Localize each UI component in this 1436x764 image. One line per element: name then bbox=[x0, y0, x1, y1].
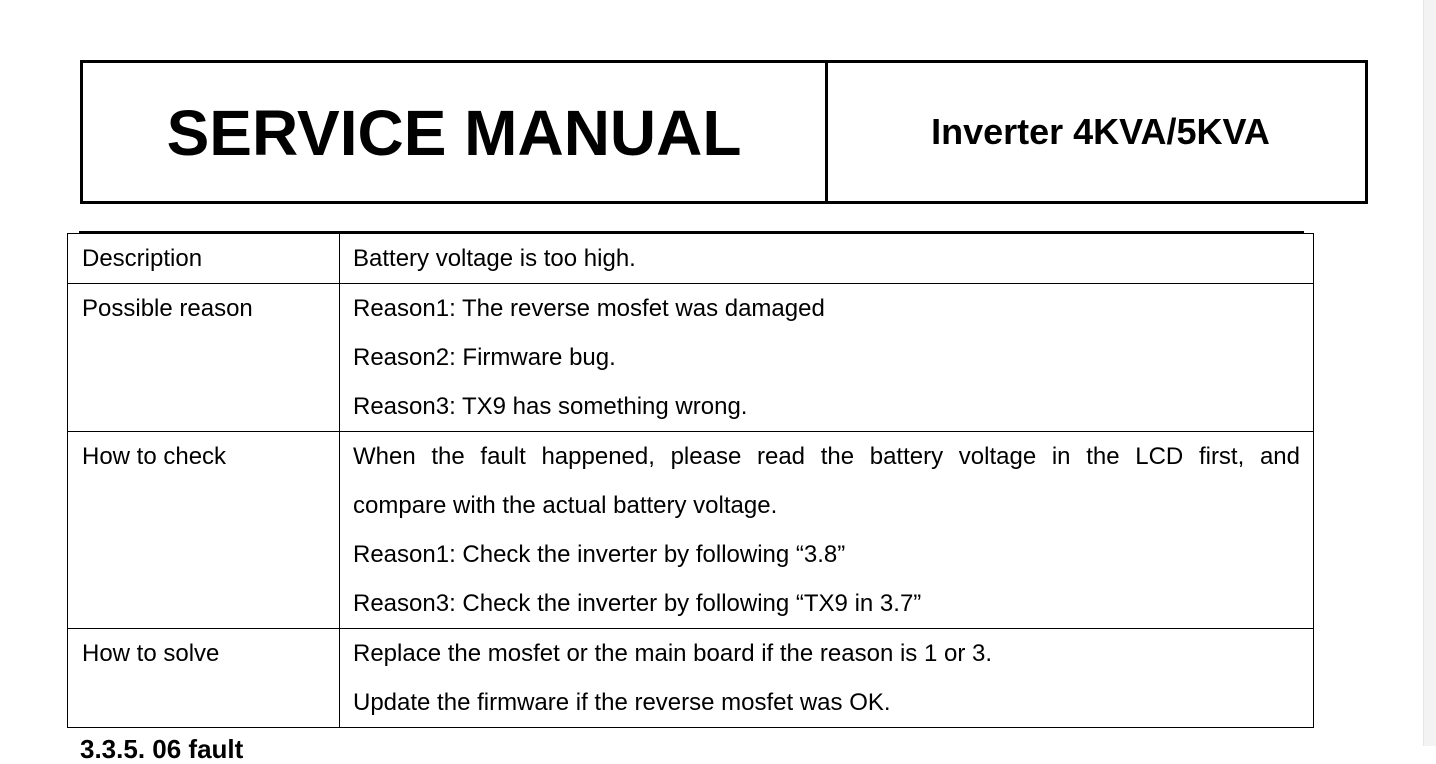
row-text-line: Reason3: TX9 has something wrong. bbox=[353, 393, 748, 420]
table-row-description bbox=[68, 234, 1314, 284]
row-text-line: Reason3: Check the inverter by following “TX9 in 3.7” bbox=[353, 590, 922, 617]
next-section-heading: 3.3.5. 06 fault bbox=[80, 734, 244, 764]
row-text-line: Replace the mosfet or the main board if the reason is 1 or 3. bbox=[353, 640, 993, 667]
header-title-cell bbox=[83, 63, 828, 201]
row-text-line: Battery voltage is too high. bbox=[353, 245, 636, 272]
vertical-scrollbar[interactable] bbox=[1423, 0, 1436, 746]
row-label: How to check bbox=[82, 443, 227, 470]
row-label-cell bbox=[68, 284, 340, 432]
row-label-cell bbox=[68, 432, 340, 629]
fault-table bbox=[67, 233, 1314, 728]
table-row-how-to-solve bbox=[68, 629, 1314, 728]
manual-title: SERVICE MANUAL bbox=[166, 97, 742, 169]
row-label-cell bbox=[68, 629, 340, 728]
row-value-cell bbox=[340, 234, 1314, 284]
table-row-how-to-check bbox=[68, 432, 1314, 629]
row-label-cell bbox=[68, 234, 340, 284]
table-row-possible-reason bbox=[68, 284, 1314, 432]
row-value-cell bbox=[340, 432, 1314, 629]
row-label: How to solve bbox=[82, 640, 220, 667]
manual-subtitle: Inverter 4KVA/5KVA bbox=[931, 111, 1270, 152]
row-label: Description bbox=[82, 245, 203, 272]
row-text-line: Reason1: Check the inverter by following “3.8” bbox=[353, 541, 846, 568]
row-text-line: Reason1: The reverse mosfet was damaged bbox=[353, 295, 825, 322]
row-text-line: Update the firmware if the reverse mosfet was OK. bbox=[353, 689, 891, 716]
row-text-line: Reason2: Firmware bug. bbox=[353, 344, 616, 371]
header-subtitle-cell bbox=[828, 63, 1365, 201]
row-value-cell bbox=[340, 284, 1314, 432]
row-text-line: compare with the actual battery voltage. bbox=[353, 492, 778, 519]
manual-header bbox=[80, 60, 1368, 204]
row-label: Possible reason bbox=[82, 295, 253, 322]
row-value-cell bbox=[340, 629, 1314, 728]
row-text-line: When the fault happened, please read the battery voltage in the LCD first, and bbox=[353, 443, 1300, 470]
